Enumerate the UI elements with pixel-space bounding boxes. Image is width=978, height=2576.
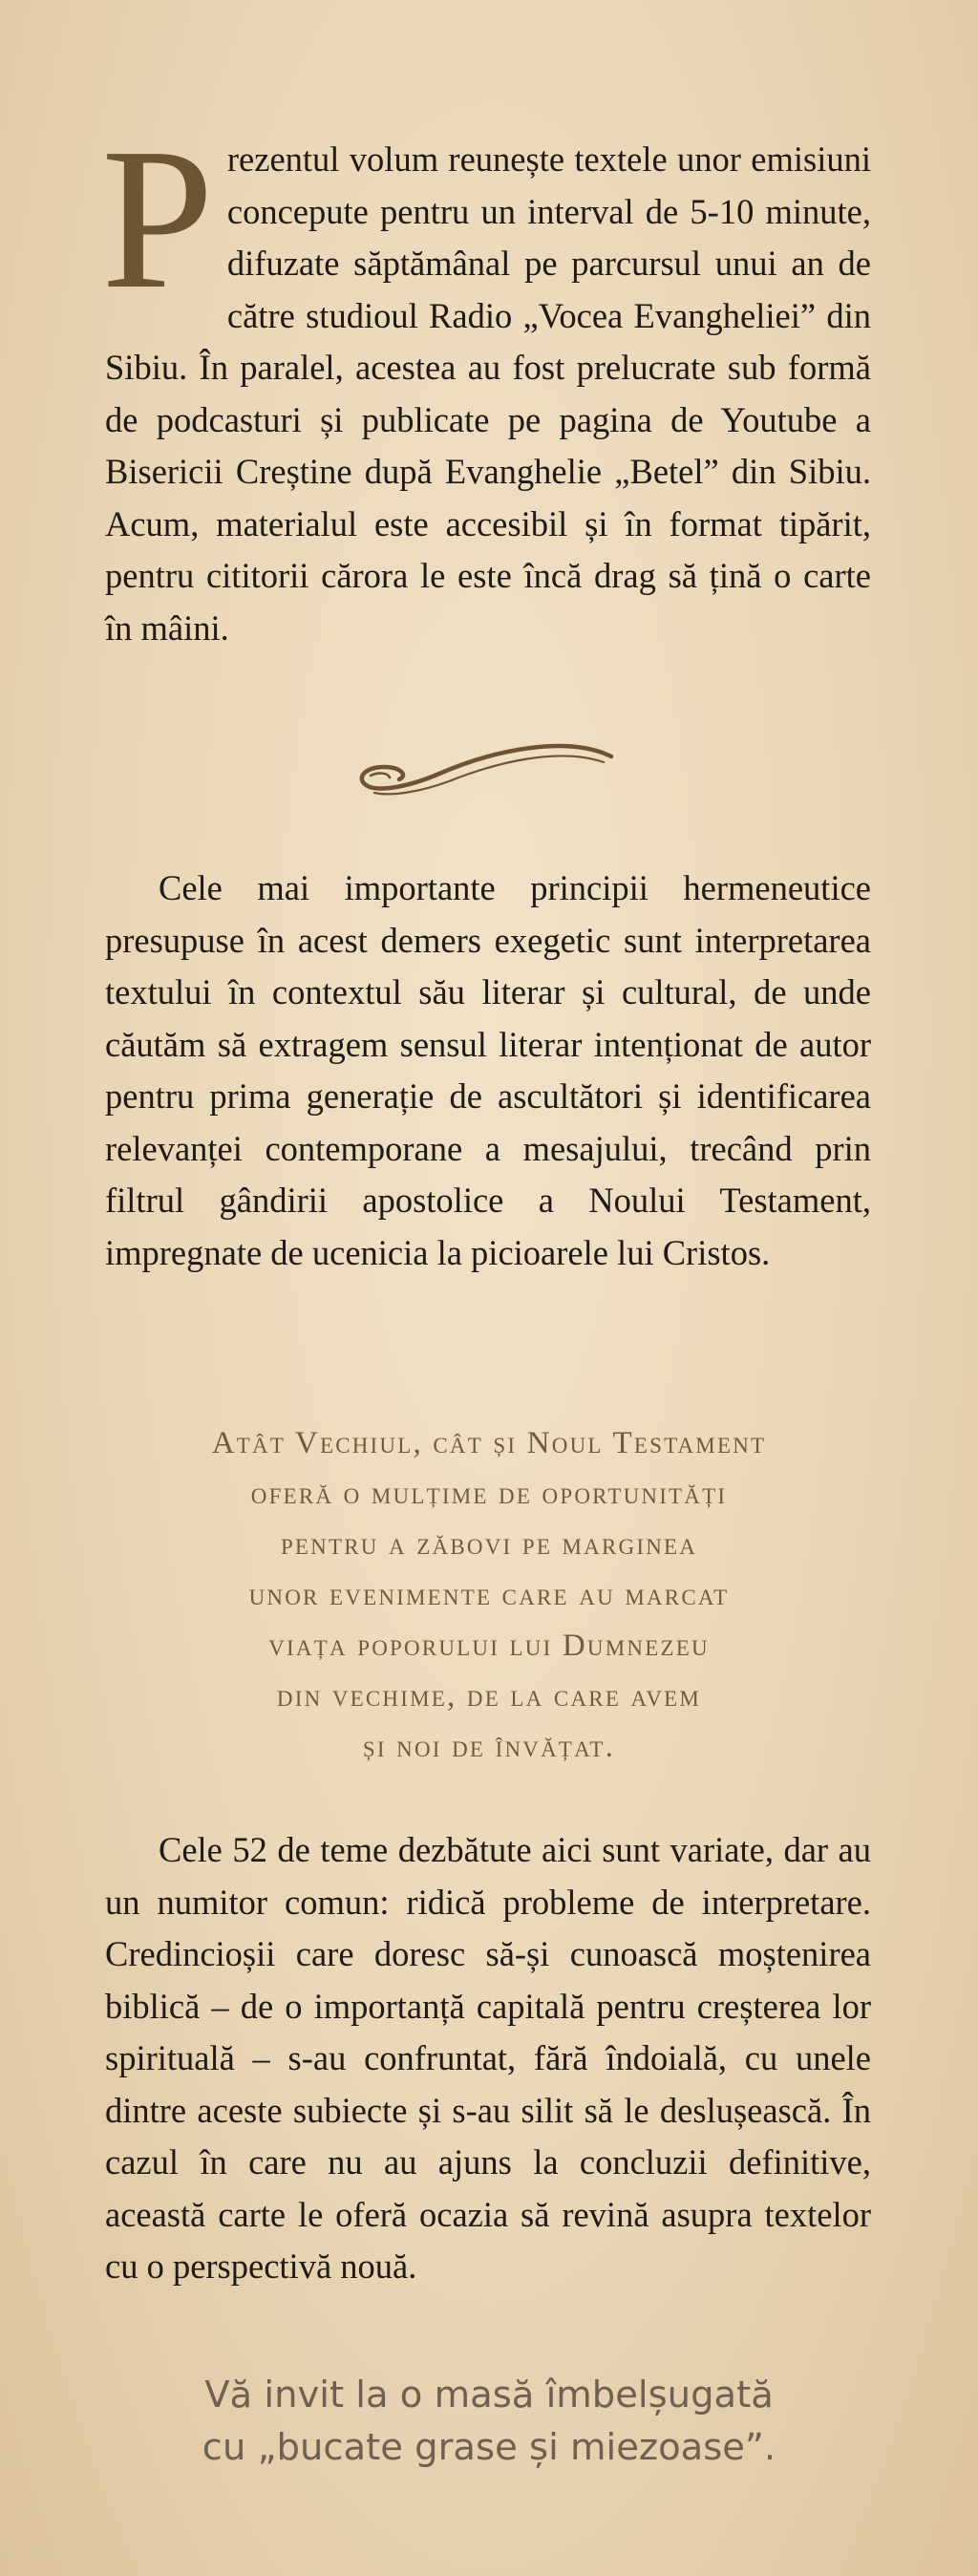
pull-quote-line: Atât Vechiul, cât și Noul Testament — [211, 1426, 767, 1460]
pull-quote — [76, 1418, 902, 1773]
pull-quote-line: unor evenimente care au marcat — [248, 1578, 730, 1612]
pull-quote-line: pentru a zăbovi pe marginea — [280, 1527, 698, 1562]
flourish-divider-icon — [353, 737, 621, 804]
pull-quote-line: din vechime, de la care avem — [276, 1679, 702, 1714]
intro-paragraph-text: rezentul volum reunește textele unor emisiuni concepute pentru un interval de 5-10 minute, difuzate săptămânal pe parcursul unui an de către studioul Radio „Vocea Evangheliei” din Sibiu. În paralel, acestea au fost prelucrate sub formă de podcasturi și publicate pe pagina de Youtube a Bisericii Creștine după Evanghelie „Betel” din Sibiu. Acum, materialul este accesibil și în format tipărit, pentru cititorii cărora le este încă drag să țină o carte în mâini. — [105, 139, 871, 648]
hermeneutics-paragraph: Cele mai importante principii hermeneutice presupuse în acest demers exegetic sunt interpretarea textului în contextul său literar și cultural, de unde căutăm să extragem sensul literar intenționat de autor pentru prima generație de ascultători și identificarea relevanței contemporane a mesajului, trecând prin filtrul gândirii apostolice a Noului Testament, impregnate de ucenicia la picioarele lui Cristos. — [105, 868, 871, 1272]
closing-line: Vă invit la o masă îmbelșugată — [204, 2374, 774, 2416]
themes-paragraph: Cele 52 de teme dezbătute aici sunt variate, dar au un numitor comun: ridică probleme de interpretare. Credincioșii care doresc să-și cunoască moștenirea biblică – de o importanță capitală pentru creșterea lor spirituală – s-au confruntat, fără îndoială, cu unele dintre aceste subiecte și s-au silit să le deslușească. În cazul în care nu au ajuns la concluzii definitive, această carte le oferă ocazia să revină asupra textelor cu o perspectivă nouă. — [105, 1830, 871, 2286]
drop-cap-letter: P — [101, 106, 214, 330]
pull-quote-line: viața poporului lui Dumnezeu — [268, 1629, 710, 1663]
intro-paragraph — [101, 106, 871, 654]
closing-line: cu „bucate grase și miezoase”. — [202, 2426, 776, 2469]
pull-quote-line: și noi de învățat. — [362, 1730, 616, 1764]
pull-quote-line: oferă o mulțime de oportunități — [250, 1477, 728, 1511]
closing-invitation — [76, 2369, 902, 2474]
